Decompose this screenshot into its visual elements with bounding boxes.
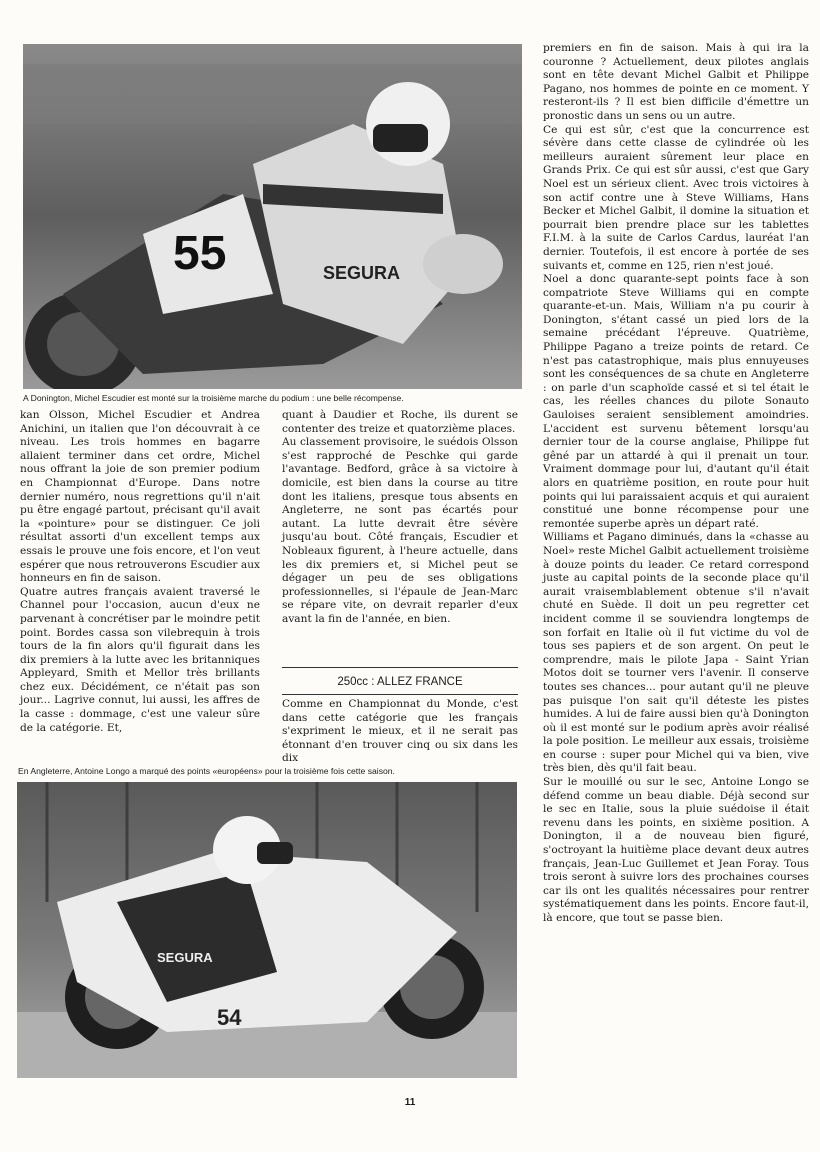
column-2 bbox=[282, 409, 518, 627]
column-1-paragraph-2: Quatre autres français avaient traversé le Channel pour l'occasion, aucun d'eux ne parvenant à concrétiser par le moindre petit point. Bordes cassa son vilebrequin à trois tours de la fin alors qu'il figurait dans les dix premiers à la lutte avec les britanniques Appleyard, Smith et Mellor très brillants chez eux. Décidément, ce n'était pas son jour... Lagrive connut, lui aussi, les affres de la casse : dommage, c'est une valeur sûre de la catégorie. Et, bbox=[20, 585, 260, 734]
svg-text:SEGURA: SEGURA bbox=[323, 263, 401, 283]
column-3-paragraph-1: premiers en fin de saison. Mais à qui ira la couronne ? Actuellement, deux pilotes anglais sont en tête devant Michel Galbit et Philippe Pagano, nos hommes de pointe en ce moment. Y resteront-ils ? Il est bien difficile d'émettre un pronostic dans un sens ou un autre. bbox=[543, 42, 809, 122]
photo-top-caption: A Donington, Michel Escudier est monté sur la troisième marche du podium : une belle récompense. bbox=[23, 393, 404, 403]
section-heading: 250cc : ALLEZ FRANCE bbox=[282, 667, 518, 695]
column-2-paragraph-2: Au classement provisoire, le suédois Olsson s'est rapproché de Peschke qui garde l'avantage. Bedford, grâce à sa victoire à domicile, est bien dans la course au titre dont les italiens, presque tous absents en Angleterre, ne sont pas écartés pour autant. La lutte devrait être sévère jusqu'au bout. Côté français, Escudier et Nobleaux figurent, à l'heure actuelle, dans les dix premiers et, si Michel peut se dégager un peu de ses obligations professionnelles, si l'épaule de Jean-Marc se répare vite, on devrait reparler d'eux avant la fin de l'année, en bien. bbox=[282, 436, 518, 625]
column-3-paragraph-5: Sur le mouillé ou sur le sec, Antoine Longo se défend comme un beau diable. Déjà second sur le sec en Italie, sous la pluie suédoise il était revenu dans les points, en sixième position. A Donington, il a de nouveau bien figuré, s'octroyant la huitième place devant deux autres français, Jean-Luc Guillemet et Jean Foray. Tous trois seront à suivre lors des prochaines courses car ils ont les qualités nécessaires pour rentrer systématiquement dans les points. Encore faut-il, là encore, que tout se passe bien. bbox=[543, 776, 809, 924]
column-3 bbox=[543, 42, 809, 926]
svg-text:SEGURA: SEGURA bbox=[157, 950, 213, 965]
column-1 bbox=[20, 409, 260, 735]
column-2-lower bbox=[282, 698, 518, 766]
photo-bottom-longo bbox=[17, 782, 517, 1078]
motorcycle-photo-bottom bbox=[17, 782, 517, 1078]
svg-text:55: 55 bbox=[173, 227, 227, 280]
column-3-paragraph-2: Ce qui est sûr, c'est que la concurrence est sévère dans cette classe de cylindrée où les meilleurs auraient sûrement leur place en Grands Prix. Ce qui est sûr aussi, c'est que Gary Noel est un sérieux client. Avec trois victoires à son actif contre une à Steve Williams, Hans Becker et Michel Galbit, il domine la situation et pourrait bien prendre place sur les tablettes F.I.M. à la suite de Carlos Cardus, lauréat l'an dernier. Toutefois, il est encore à portée de ses suivants et, comme en 125, rien n'est joué. bbox=[543, 123, 809, 272]
svg-text:54: 54 bbox=[217, 1005, 242, 1030]
photo-top-escudier bbox=[23, 44, 522, 389]
motorcycle-photo-top bbox=[23, 44, 522, 389]
column-3-paragraph-3: Noel a donc quarante-sept points face à son compatriote Steve Williams qui en compte quarante-et-un. Mais, William n'a pu courir à Donington, s'étant cassé un pied lors de la semaine précédant l'épreuve. Quatrième, Philippe Pagano a treize points de retard. Ce n'est pas catastrophique, mais plus ennuyeuses sont les conséquences de sa chute en Angleterre : on parle d'un scaphoïde cassé et si tel était le cas, les réelles chances du pilote Sonauto Gauloises seraient sensiblement amoindries. L'accident est survenu bêtement lorsqu'au dernier tour de la course anglaise, Philippe fut gêné par un attardé à qui il prenait un tour. Vraiment dommage pour lui, d'autant qu'il était alors en quatrième position, en route pour huit points qui lui paraissaient acquis et qui auraient constitué une bonne récompense pour une remontée superbe après un départ raté. bbox=[543, 273, 809, 530]
page-number: 11 bbox=[404, 1097, 416, 1108]
column-3-paragraph-4: Williams et Pagano diminués, dans la «chasse au Noel» reste Michel Galbit actuellement troisième à douze points du leader. Ce retard correspond juste au capital points de la seconde place qu'il aurait vraisemblablement obtenue s'il n'avait chuté en Suède. Il doit un peu regretter cet incident comme il se souviendra longtemps de son forfait en Italie où il fut victime du vol de tous ses papiers et de son argent. On peut le comprendre, mais le pilote Japa - Saint Yrian Motos doit se tourner vers l'avenir. Il conserve toutes ses chances... pour autant qu'il ne pleuve pas puisque l'on sait qu'il déteste les pistes humides. A lui de faire aussi bien qu'à Donington où il est monté sur le podium après avoir réalisé la pole position. Le meilleur aux essais, troisième en course : super pour Michel qui va bien, vive très bien, dès qu'il fait beau. bbox=[543, 531, 809, 775]
photo-bottom-caption: En Angleterre, Antoine Longo a marqué des points «européens» pour la troisième fois cette saison. bbox=[18, 766, 395, 776]
column-2-paragraph-3: Comme en Championnat du Monde, c'est dans cette catégorie que les français s'expriment le mieux, et il ne serait pas étonnant d'en trouver cinq ou six dans les dix bbox=[282, 698, 518, 765]
column-1-paragraph-1: kan Olsson, Michel Escudier et Andrea Anichini, un italien que l'on découvrait à ce niveau. Les trois hommes en bagarre allaient terminer dans cet ordre, Michel nous offrant la joie de son premier podium en Championnat d'Europe. Dans notre dernier numéro, nous regrettions qu'il n'ait pu être engagé partout, précisant qu'il avait la «pointure» pour se distinguer. Ce joli résultat assorti d'un excellent temps aux essais le prouve une fois encore, et l'on veut espérer que nous retrouverons Escudier aux honneurs en fin de saison. bbox=[20, 409, 260, 585]
column-2-paragraph-1: quant à Daudier et Roche, ils durent se contenter des treize et quatorzième places. bbox=[282, 409, 518, 435]
